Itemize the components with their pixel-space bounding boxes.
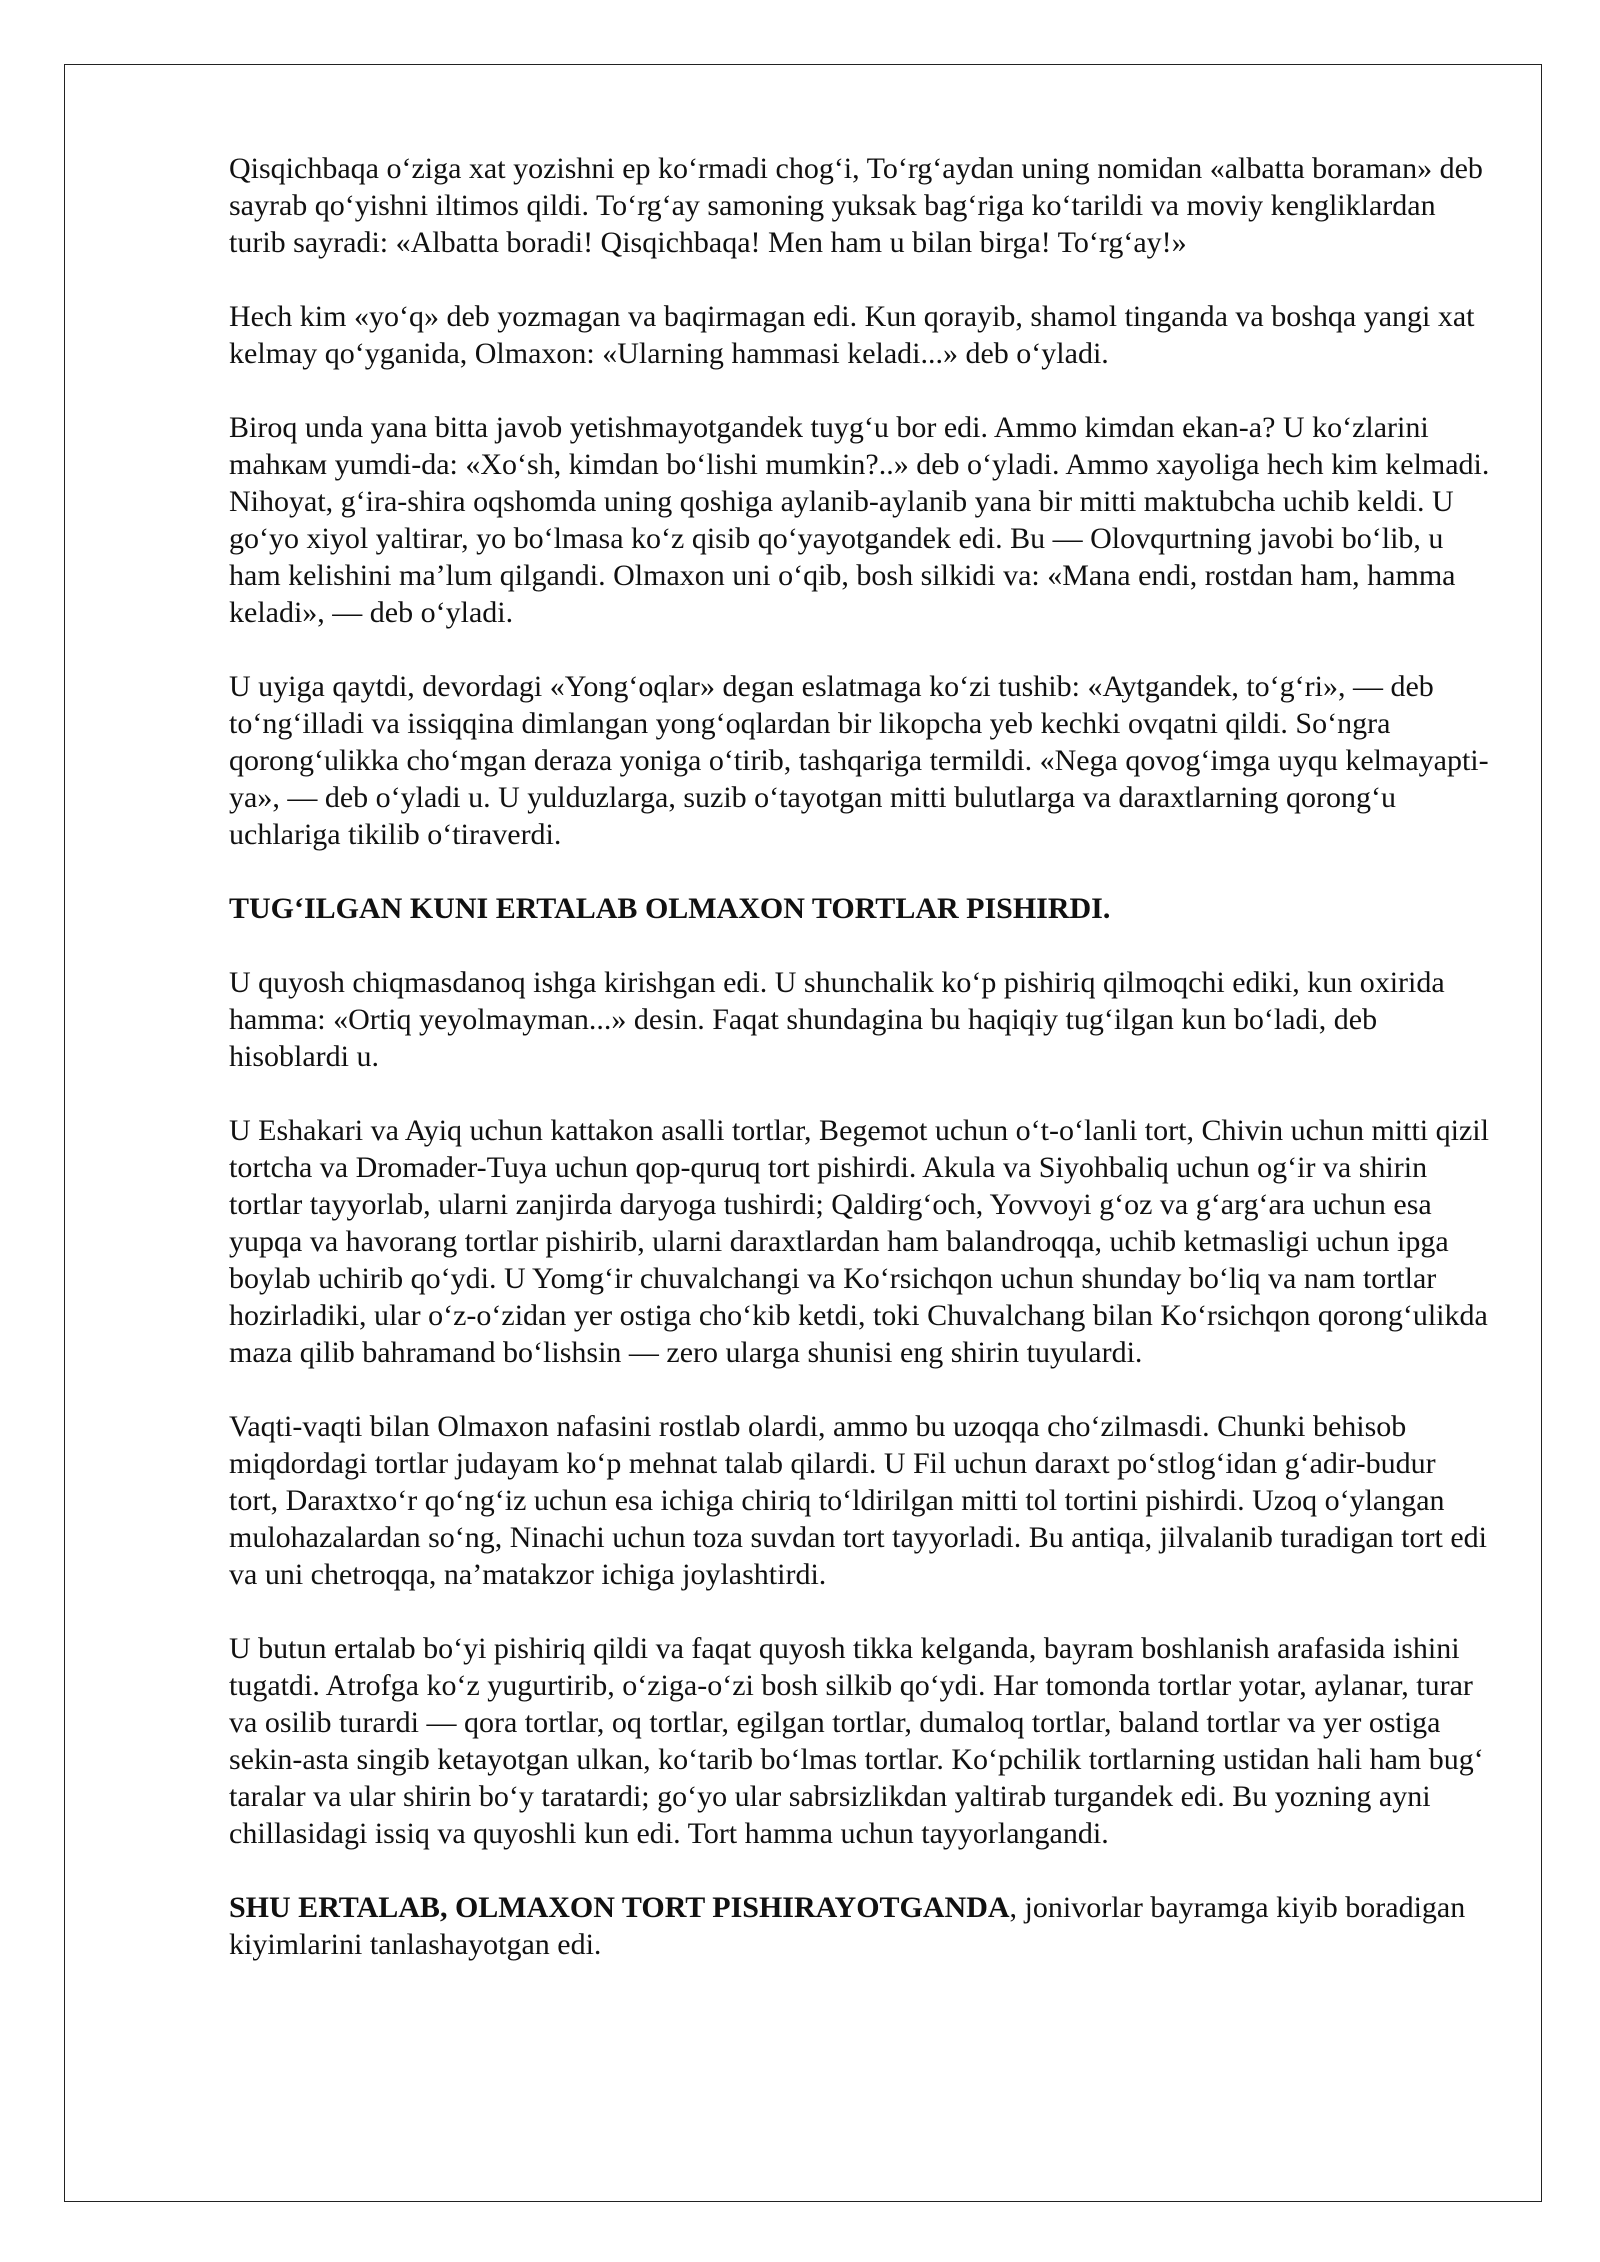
paragraph-rest-text: , jonivorlar bayramga kiyib boradigan kiyimlarini tanlashayotgan edi.	[229, 1891, 1466, 1961]
paragraph: Biroq unda yana bitta javob yetishmayotgandek tuyg‘u bor edi. Ammo kimdan ekan-a? U ko‘zlarini mahкам yumdi-da: «Xo‘sh, kimdan bo‘lishi mumkin?..» deb o‘yladi. Ammo xayoliga hech kim kelmadi. Nihoyat, g‘ira-shira oqshomda uning qoshiga aylanib-aylanib yana bir mitti maktubcha uchib keldi. U go‘yo xiyol yaltirar, yo bo‘lmasa ko‘z qisib qo‘yayotgandek edi. Bu — Olovqurtning javobi bo‘lib, u ham kelishini ma’lum qilgandi. Olmaxon uni o‘qib, bosh silkidi va: «Mana endi, rostdan ham, hamma keladi», — deb o‘yladi.	[229, 411, 1490, 629]
paragraph: Hech kim «yo‘q» deb yozmagan va baqirmagan edi. Kun qorayib, shamol tinganda va boshqa yangi xat kelmay qo‘yganida, Olmaxon: «Ularning hammasi keladi...» deb o‘yladi.	[229, 300, 1475, 370]
section-heading: TUG‘ILGAN KUNI ERTALAB OLMAXON TORTLAR PISHIRDI.	[229, 892, 1111, 925]
paragraph: U Eshakari va Ayiq uchun kattakon asalli tortlar, Begemot uchun o‘t-o‘lanli tort, Chivin uchun mitti qizil tortcha va Dromader-Tuya uchun qop-quruq tort pishirdi. Akula va Siyohbaliq uchun og‘ir va shirin tortlar tayyorlab, ularni zanjirda daryoga tushirdi; Qaldirg‘och, Yovvoyi g‘oz va g‘arg‘ara uchun esa yupqa va havorang tortlar pishirib, ularni daraxtlardan ham balandroqqa, uchib ketmasligi uchun ipga boylab uchirib qo‘ydi. U Yomg‘ir chuvalchangi va Ko‘rsichqon uchun shunday bo‘liq va nam tortlar hozirladiki, ular o‘z-o‘zidan yer ostiga cho‘kib ketdi, toki Chuvalchang bilan Ko‘rsichqon qorong‘ulikda maza qilib bahramand bo‘lishsin — zero ularga shunisi eng shirin tuyulardi.	[229, 1114, 1489, 1369]
paragraph: U uyiga qaytdi, devordagi «Yong‘oqlar» degan eslatmaga ko‘zi tushib: «Aytgandek, to‘g‘ri», — deb to‘ng‘illadi va issiqqina dimlangan yong‘oqlardan bir likopcha yeb kechki ovqatni qildi. So‘ngra qorong‘ulikka cho‘mgan deraza yoniga o‘tirib, tashqariga termildi. «Nega qovog‘imga uyqu kelmayapti-ya», — deb o‘yladi u. U yulduzlarga, suzib o‘tayotgan mitti bulutlarga va daraxtlarning qorong‘u uchlariga tikilib o‘tiraverdi.	[229, 670, 1489, 851]
bold-lead-text: SHU ERTALAB, OLMAXON TORT PISHIRAYOTGANDA	[229, 1891, 1010, 1924]
document-body	[229, 150, 1491, 2000]
paragraph: U butun ertalab bo‘yi pishiriq qildi va faqat quyosh tikka kelganda, bayram boshlanish arafasida ishini tugatdi. Atrofga ko‘z yugurtirib, o‘ziga-o‘zi bosh silkib qo‘ydi. Har tomonda tortlar yotar, aylanar, turar va osilib turardi — qora tortlar, oq tortlar, egilgan tortlar, dumaloq tortlar, baland tortlar va yer ostiga sekin-asta singib ketayotgan ulkan, ko‘tarib bo‘lmas tortlar. Ko‘pchilik tortlarning ustidan hali ham bug‘ taralar va ular shirin bo‘y taratardi; go‘yo ular sabrsizlikdan yaltirab turgandek edi. Bu yozning ayni chillasidagi issiq va quyoshli kun edi. Tort hamma uchun tayyorlangandi.	[229, 1632, 1484, 1850]
paragraph: U quyosh chiqmasdanoq ishga kirishgan edi. U shunchalik ko‘p pishiriq qilmoqchi ediki, kun oxirida hamma: «Ortiq yeyolmayman...» desin. Faqat shundagina bu haqiqiy tug‘ilgan kun bo‘ladi, deb hisoblardi u.	[229, 966, 1445, 1073]
paragraph: Vaqti-vaqti bilan Olmaxon nafasini rostlab olardi, ammo bu uzoqqa cho‘zilmasdi. Chunki behisob miqdordagi tortlar judayam ko‘p mehnat talab qilardi. U Fil uchun daraxt po‘stlog‘idan g‘adir-budur tort, Daraxtxo‘r qo‘ng‘iz uchun esa ichiga chiriq to‘ldirilgan mitti tol tortini pishirdi. Uzoq o‘ylangan mulohazalardan so‘ng, Ninachi uchun toza suvdan tort tayyorladi. Bu antiqa, jilvalanib turadigan tort edi va uni chetroqqa, na’matakzor ichiga joylashtirdi.	[229, 1410, 1487, 1591]
paragraph: Qisqichbaqa o‘ziga xat yozishni ep ko‘rmadi chog‘i, To‘rg‘aydan uning nomidan «albatta boraman» deb sayrab qo‘yishni iltimos qildi. To‘rg‘ay samoning yuksak bag‘riga ko‘tarildi va moviy kengliklardan turib sayradi: «Albatta boradi! Qisqichbaqa! Men ham u bilan birga! To‘rg‘ay!»	[229, 152, 1483, 259]
paragraph-with-bold-lead	[229, 1889, 1491, 1963]
